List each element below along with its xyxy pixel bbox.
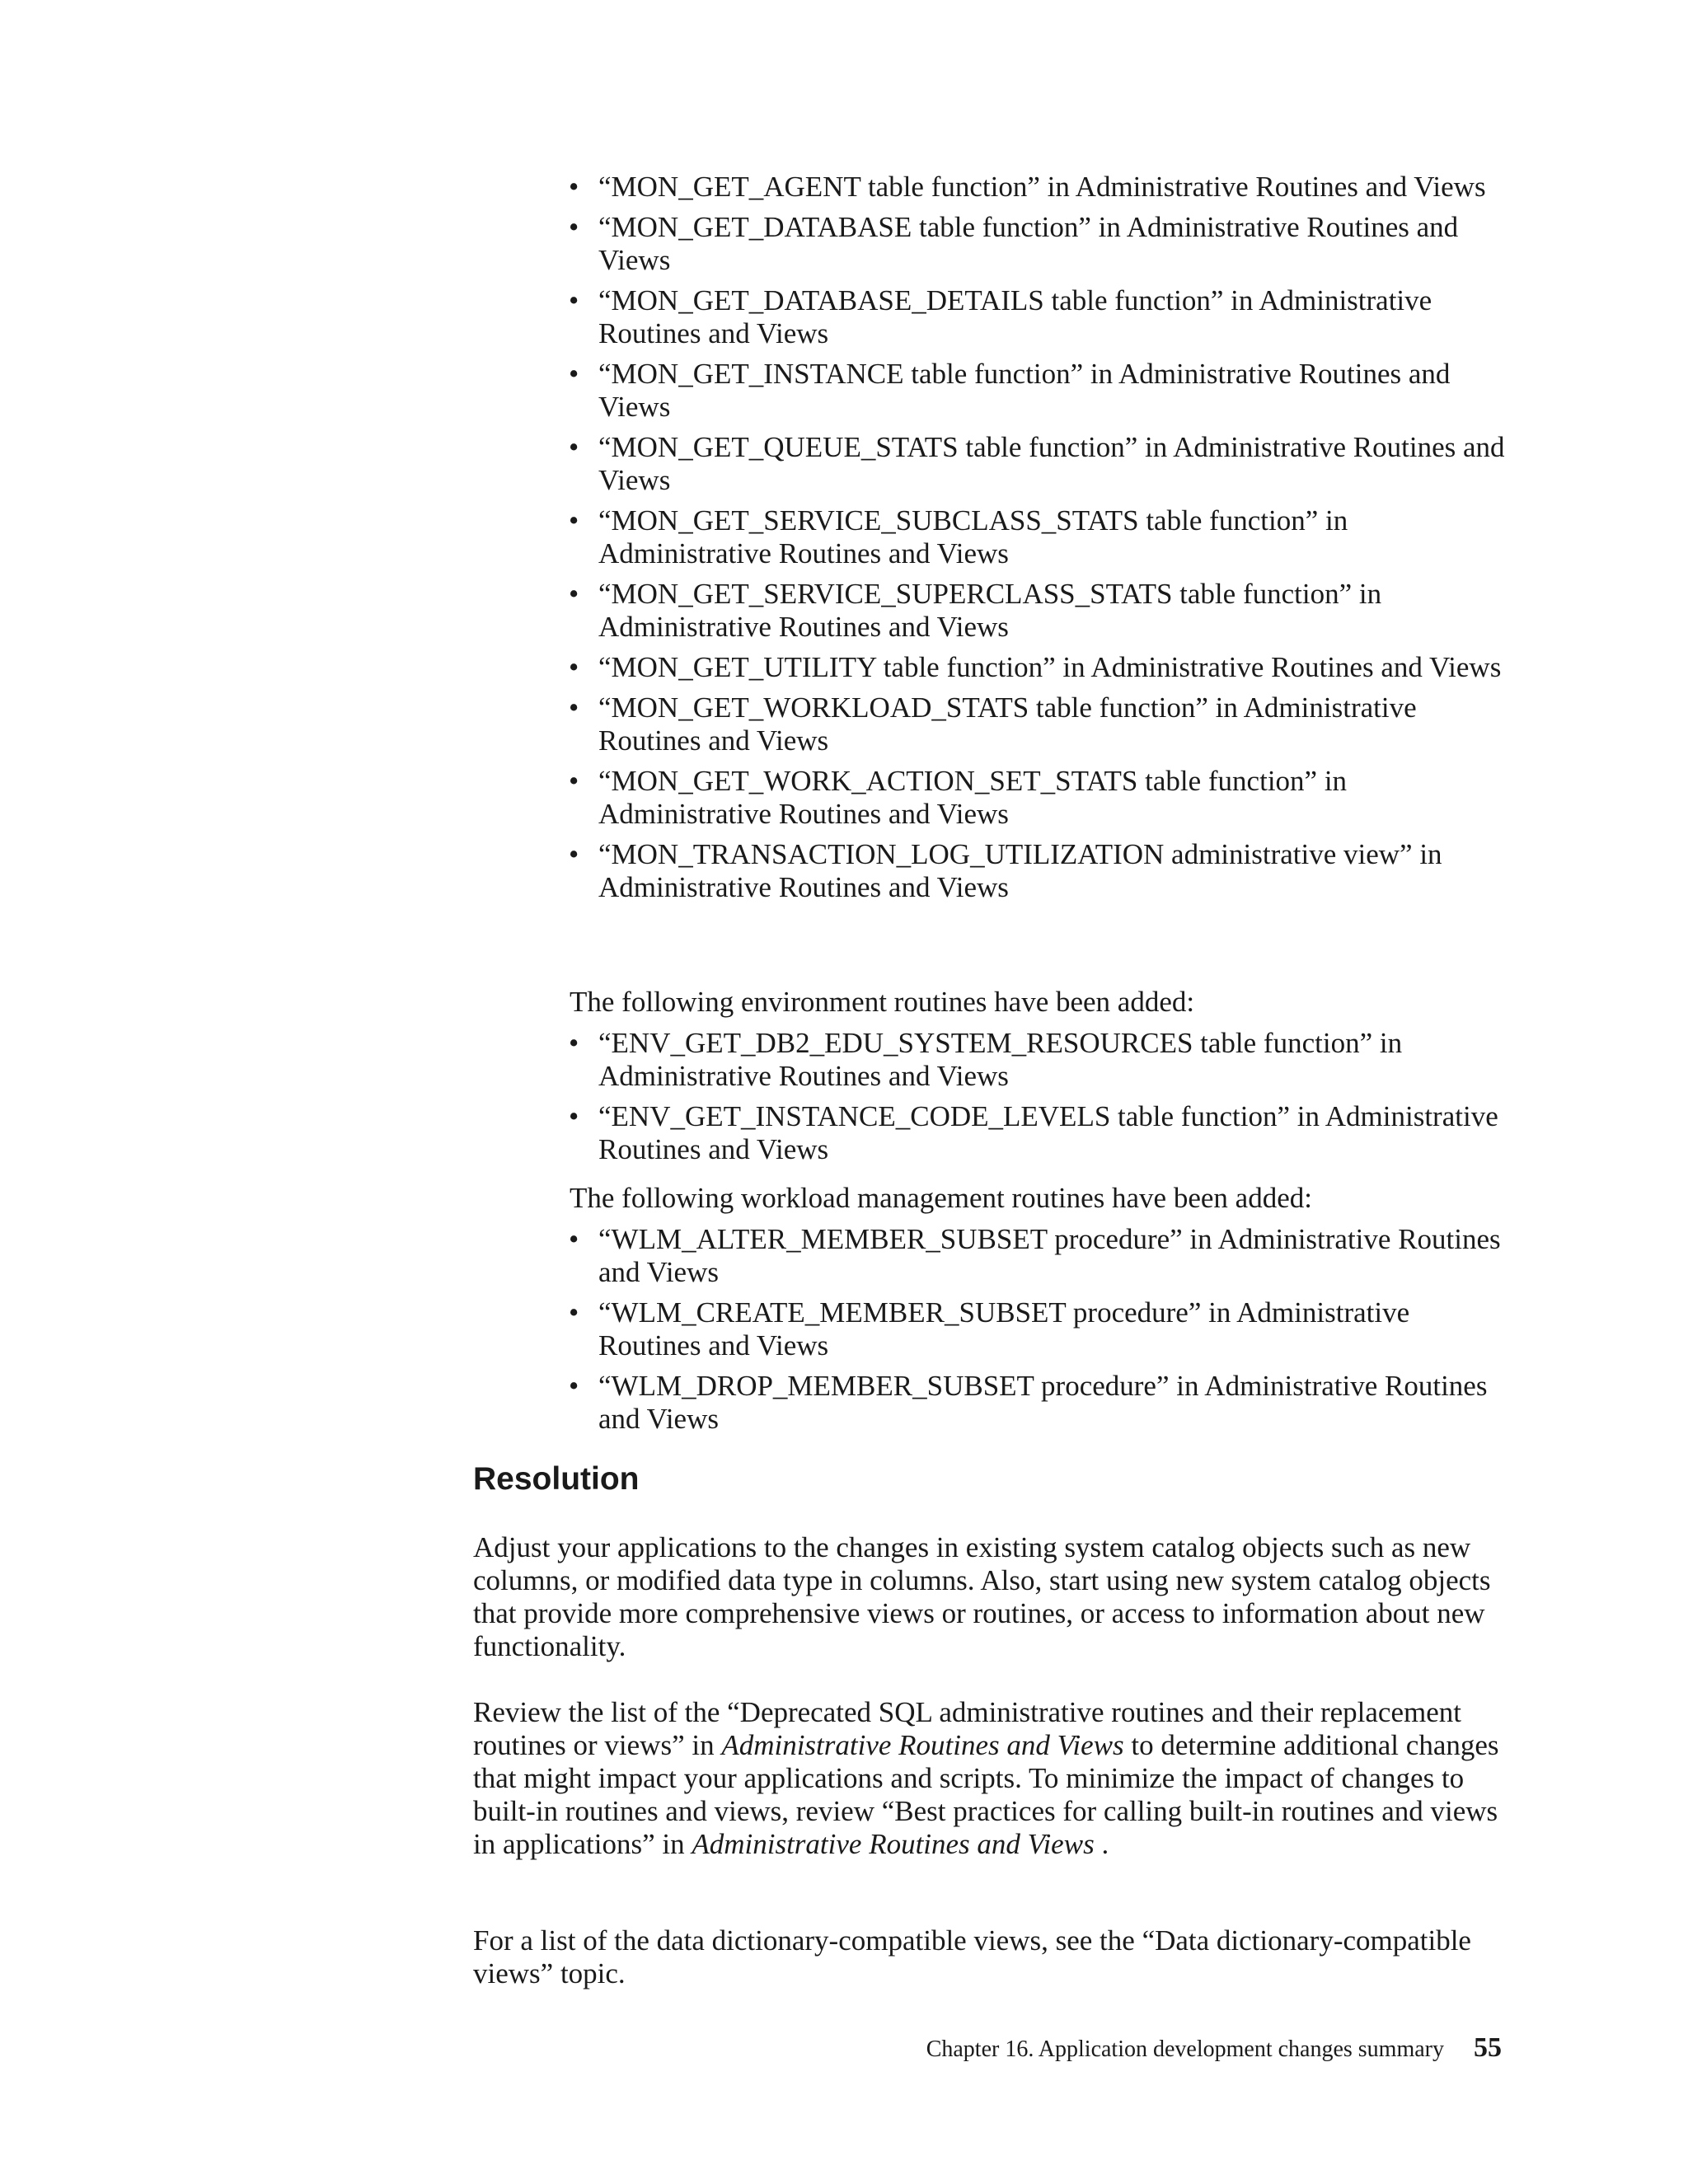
para2-text-e: . (1094, 1828, 1109, 1860)
list-item-text: “WLM_DROP_MEMBER_SUBSET procedure” in Administrative Routines and Views (598, 1370, 1488, 1435)
bullet-icon: • (569, 1100, 579, 1132)
book-title-ref: Administrative Routines and Views (692, 1828, 1095, 1860)
list-item (565, 211, 1505, 277)
env-routines-list (565, 1027, 1505, 1174)
bullet-icon: • (569, 578, 579, 610)
bullet-icon: • (569, 504, 579, 537)
list-item-text: “MON_TRANSACTION_LOG_UTILIZATION administrative view” in Administrative Routines and Views (598, 838, 1442, 903)
list-item (565, 171, 1505, 204)
page-number: 55 (1474, 2032, 1502, 2063)
bullet-icon: • (569, 211, 579, 243)
bullet-icon: • (569, 1296, 579, 1329)
list-item (565, 838, 1505, 904)
list-item-text: “WLM_ALTER_MEMBER_SUBSET procedure” in Administrative Routines and Views (598, 1223, 1501, 1288)
wlm-routines-intro: The following workload management routines have been added: (570, 1182, 1312, 1214)
para2-text-c: to determine additional changes that might impact your applications and scripts. To minimize the impact of changes to built-in routines and views, review “Best practices for calling built-in routines and views in applications” in (473, 1729, 1499, 1860)
list-item-text: “WLM_CREATE_MEMBER_SUBSET procedure” in Administrative Routines and Views (598, 1296, 1410, 1361)
list-item (565, 1223, 1505, 1289)
list-item (565, 765, 1505, 831)
resolution-paragraph-1: Adjust your applications to the changes in existing system catalog objects such as new columns, or modified data type in columns. Also, start using new system catalog objects that provide more comprehensive views or routines, or access to information about new functionality. (473, 1531, 1491, 1662)
list-item-text: “ENV_GET_DB2_EDU_SYSTEM_RESOURCES table function” in Administrative Routines and Views (598, 1027, 1403, 1092)
bullet-icon: • (569, 431, 579, 463)
resolution-paragraph-3: For a list of the data dictionary-compatible views, see the “Data dictionary-compatible views” topic. (473, 1924, 1471, 1990)
para2-text-a: Review the list of the “Deprecated SQL administrative routines and their replacement routines or views” in (473, 1696, 1461, 1761)
list-item (565, 651, 1505, 684)
monitor-routines-list (565, 171, 1505, 912)
bullet-icon: • (569, 651, 579, 683)
list-item-text: “MON_GET_QUEUE_STATS table function” in Administrative Routines and Views (598, 431, 1505, 496)
list-item-text: “MON_GET_WORK_ACTION_SET_STATS table function” in Administrative Routines and Views (598, 765, 1348, 830)
list-item (565, 431, 1505, 497)
list-item-text: “MON_GET_SERVICE_SUPERCLASS_STATS table function” in Administrative Routines and Views (598, 578, 1382, 643)
list-item (565, 358, 1505, 424)
bullet-icon: • (569, 838, 579, 870)
bullet-icon: • (569, 1370, 579, 1402)
list-item-text: “MON_GET_AGENT table function” in Administrative Routines and Views (598, 171, 1486, 203)
list-item (565, 578, 1505, 644)
list-item (565, 504, 1505, 570)
list-item-text: “MON_GET_INSTANCE table function” in Administrative Routines and Views (598, 358, 1451, 423)
resolution-paragraph-2 (473, 1696, 1520, 1861)
bullet-icon: • (569, 1027, 579, 1059)
bullet-icon: • (569, 284, 579, 316)
resolution-heading: Resolution (473, 1461, 640, 1497)
list-item (565, 1027, 1505, 1093)
chapter-title: Chapter 16. Application development changes summary (926, 2036, 1444, 2062)
list-item (565, 1370, 1505, 1436)
env-routines-intro: The following environment routines have been added: (570, 986, 1195, 1018)
list-item-text: “MON_GET_UTILITY table function” in Administrative Routines and Views (598, 651, 1502, 683)
list-item (565, 284, 1505, 350)
bullet-icon: • (569, 691, 579, 724)
list-item (565, 691, 1505, 757)
list-item-text: “ENV_GET_INSTANCE_CODE_LEVELS table function” in Administrative Routines and Views (598, 1100, 1498, 1165)
list-item-text: “MON_GET_WORKLOAD_STATS table function” in Administrative Routines and Views (598, 691, 1417, 757)
list-item (565, 1100, 1505, 1166)
bullet-icon: • (569, 358, 579, 390)
page-footer (926, 2032, 1502, 2066)
list-item-text: “MON_GET_DATABASE_DETAILS table function” in Administrative Routines and Views (598, 284, 1432, 349)
list-item (565, 1296, 1505, 1362)
list-item-text: “MON_GET_SERVICE_SUBCLASS_STATS table function” in Administrative Routines and Views (598, 504, 1348, 569)
bullet-icon: • (569, 765, 579, 797)
book-title-ref: Administrative Routines and Views (721, 1729, 1124, 1761)
list-item-text: “MON_GET_DATABASE table function” in Administrative Routines and Views (598, 211, 1459, 276)
bullet-icon: • (569, 171, 579, 203)
wlm-routines-list (565, 1223, 1505, 1443)
bullet-icon: • (569, 1223, 579, 1255)
